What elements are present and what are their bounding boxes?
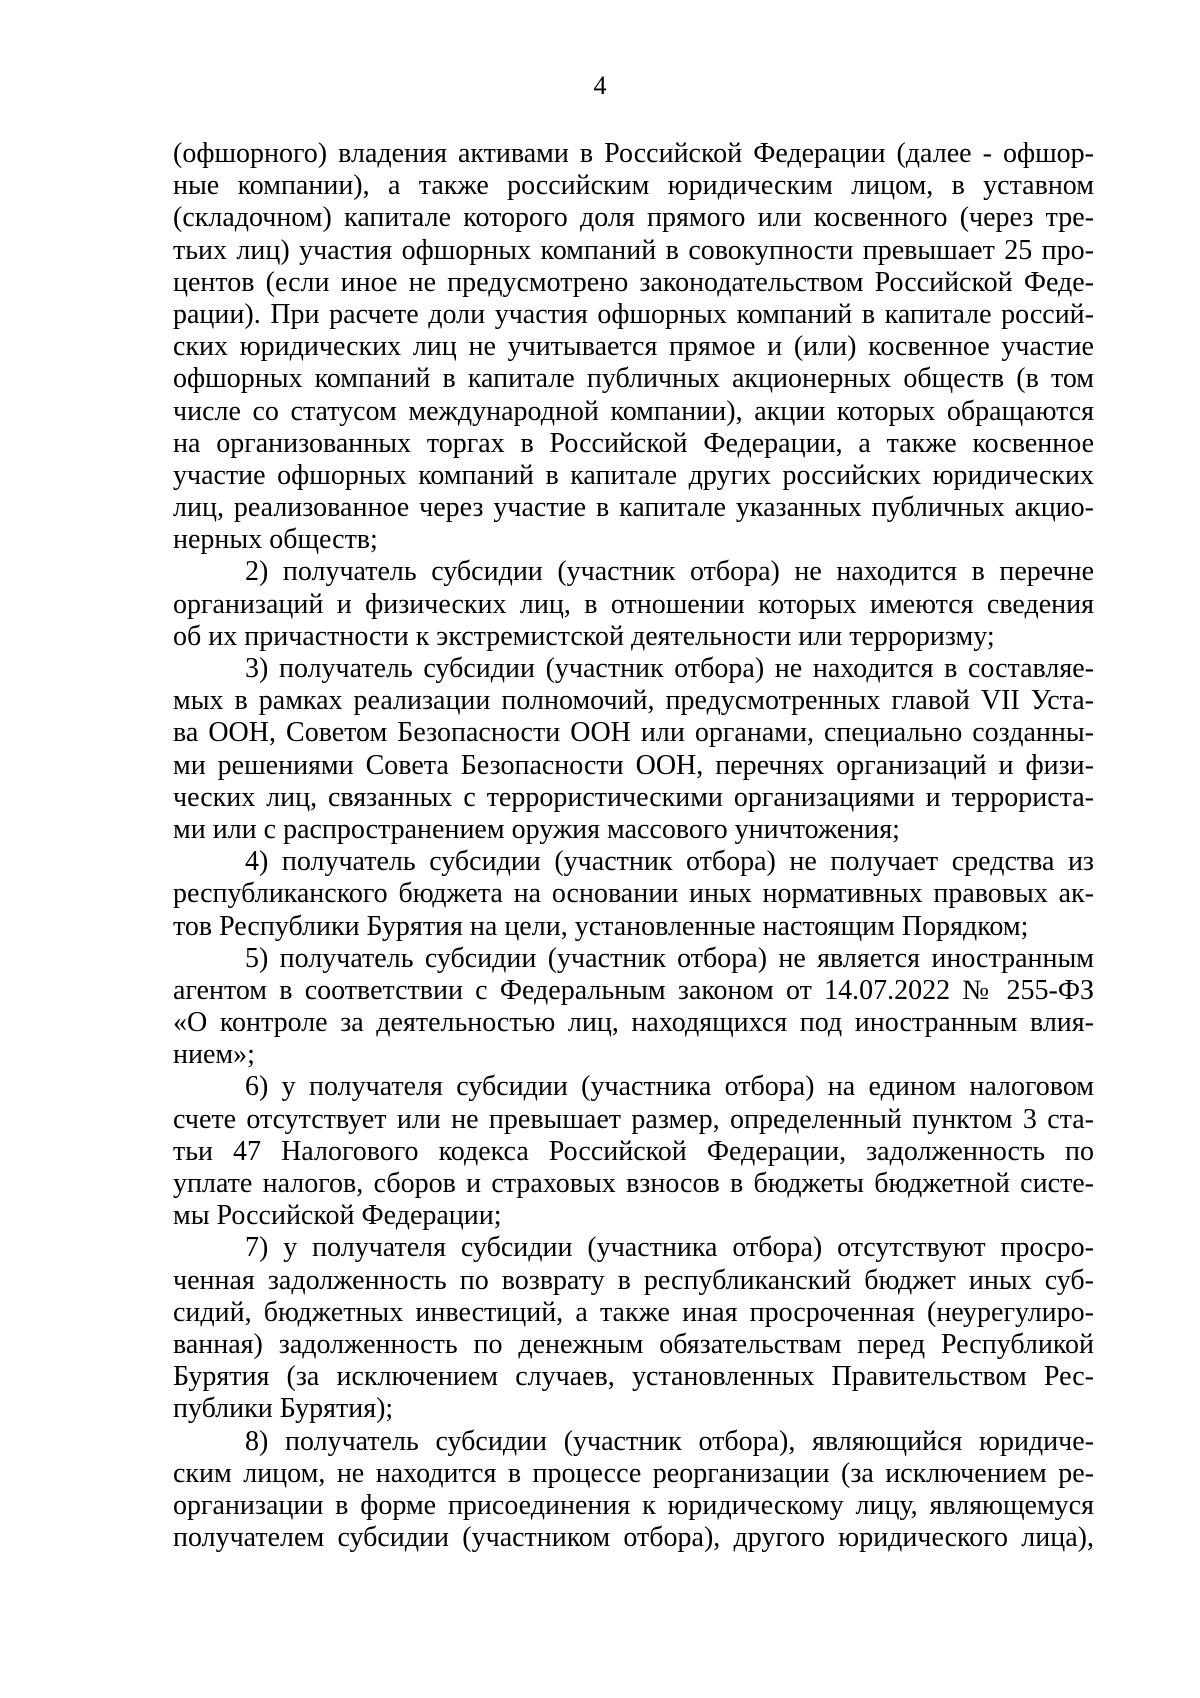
paragraph-item-4 — [173, 846, 1094, 943]
text-line: агентом в соответствии с Федеральным законом от 14.07.2022 № 255-ФЗ — [173, 974, 1094, 1006]
document-body — [173, 138, 1094, 1554]
text-line: нерных обществ; — [173, 524, 378, 556]
text-line: тьи 47 Налогового кодекса Российской Федерации, задолженность по — [173, 1135, 1094, 1167]
text-line: на организованных торгах в Российской Федерации, а также косвенное — [173, 427, 1094, 459]
text-line: ченная задолженность по возврату в республиканский бюджет иных суб- — [173, 1264, 1094, 1296]
text-line: рации). При расчете доли участия офшорных компаний в капитале россий- — [173, 298, 1094, 330]
text-line: мы Российской Федерации; — [173, 1200, 502, 1232]
text-line: ванная) задолженность по денежным обязательствам перед Республикой — [173, 1328, 1094, 1360]
text-line: организаций и физических лиц, в отношении которых имеются сведения — [173, 588, 1094, 620]
text-line: ва ООН, Советом Безопасности ООН или органами, специально созданны- — [173, 717, 1094, 749]
page-number: 4 — [593, 71, 607, 100]
text-line: лиц, реализованное через участие в капитале указанных публичных акцио- — [173, 492, 1094, 524]
text-line: ческих лиц, связанных с террористическими организациями и террориста- — [173, 781, 1094, 813]
text-line: 8) получатель субсидии (участник отбора), являющийся юридиче- — [245, 1425, 1094, 1457]
text-line: мых в рамках реализации полномочий, предусмотренных главой VII Уста- — [173, 685, 1094, 717]
text-line: ми или с распространением оружия массового уничтожения; — [173, 813, 900, 845]
text-line: нием»; — [173, 1039, 255, 1071]
text-line: получателем субсидии (участником отбора), другого юридического лица), — [173, 1522, 1094, 1554]
text-line: Бурятия (за исключением случаев, установленных Правительством Рес- — [173, 1361, 1094, 1393]
text-line: 6) у получателя субсидии (участника отбора) на едином налоговом — [245, 1071, 1094, 1103]
text-line: организации в форме присоединения к юридическому лицу, являющемуся — [173, 1489, 1094, 1521]
text-line: (складочном) капитале которого доля прямого или косвенного (через тре- — [173, 202, 1094, 234]
text-line: республиканского бюджета на основании иных нормативных правовых ак- — [173, 878, 1094, 910]
text-line: офшорных компаний в капитале публичных акционерных обществ (в том — [173, 363, 1094, 395]
text-line: 3) получатель субсидии (участник отбора) не находится в составляе- — [245, 653, 1094, 684]
text-line: числе со статусом международной компании), акции которых обращаются — [173, 395, 1094, 427]
text-line: (офшорного) владения активами в Российской Федерации (далее - офшор- — [173, 138, 1094, 169]
paragraph-item-8 — [173, 1426, 1094, 1555]
paragraph-item-5 — [173, 943, 1094, 1072]
text-line: публики Бурятия); — [173, 1393, 394, 1425]
text-line: об их причастности к экстремистской деятельности или терроризму; — [173, 620, 995, 652]
text-line: ми решениями Совета Безопасности ООН, перечнях организаций и физи- — [173, 749, 1094, 781]
text-line: тьих лиц) участия офшорных компаний в совокупности превышает 25 про- — [173, 234, 1094, 266]
paragraph-item-3 — [173, 653, 1094, 846]
paragraph-item-2 — [173, 556, 1094, 653]
text-line: ских юридических лиц не учитывается прямое и (или) косвенное участие — [173, 331, 1094, 363]
text-line: центов (если иное не предусмотрено законодательством Российской Феде- — [173, 266, 1094, 298]
paragraph-item-7 — [173, 1232, 1094, 1425]
text-line: тов Республики Бурятия на цели, установленные настоящим Порядком; — [173, 910, 1029, 942]
text-line: 5) получатель субсидии (участник отбора) не является иностранным — [245, 942, 1094, 974]
text-line: 2) получатель субсидии (участник отбора) не находится в перечне — [245, 556, 1094, 588]
text-line: 7) у получателя субсидии (участника отбора) отсутствуют просро- — [245, 1232, 1094, 1264]
text-line: ским лицом, не находится в процессе реорганизации (за исключением ре- — [173, 1457, 1094, 1489]
text-line: счете отсутствует или не превышает размер, определенный пунктом 3 ста- — [173, 1103, 1094, 1135]
text-line: участие офшорных компаний в капитале других российских юридических — [173, 459, 1094, 491]
text-line: сидий, бюджетных инвестиций, а также иная просроченная (неурегулиро- — [173, 1296, 1094, 1328]
paragraph-item-6 — [173, 1071, 1094, 1232]
text-line: ные компании), а также российским юридическим лицом, в уставном — [173, 170, 1094, 202]
text-line: 4) получатель субсидии (участник отбора) не получает средства из — [245, 846, 1094, 878]
text-line: «О контроле за деятельностью лиц, находящихся под иностранным влия- — [173, 1007, 1094, 1039]
text-line: уплате налогов, сборов и страховых взносов в бюджеты бюджетной систе- — [173, 1168, 1094, 1199]
paragraph-offshore-continuation — [173, 138, 1094, 556]
